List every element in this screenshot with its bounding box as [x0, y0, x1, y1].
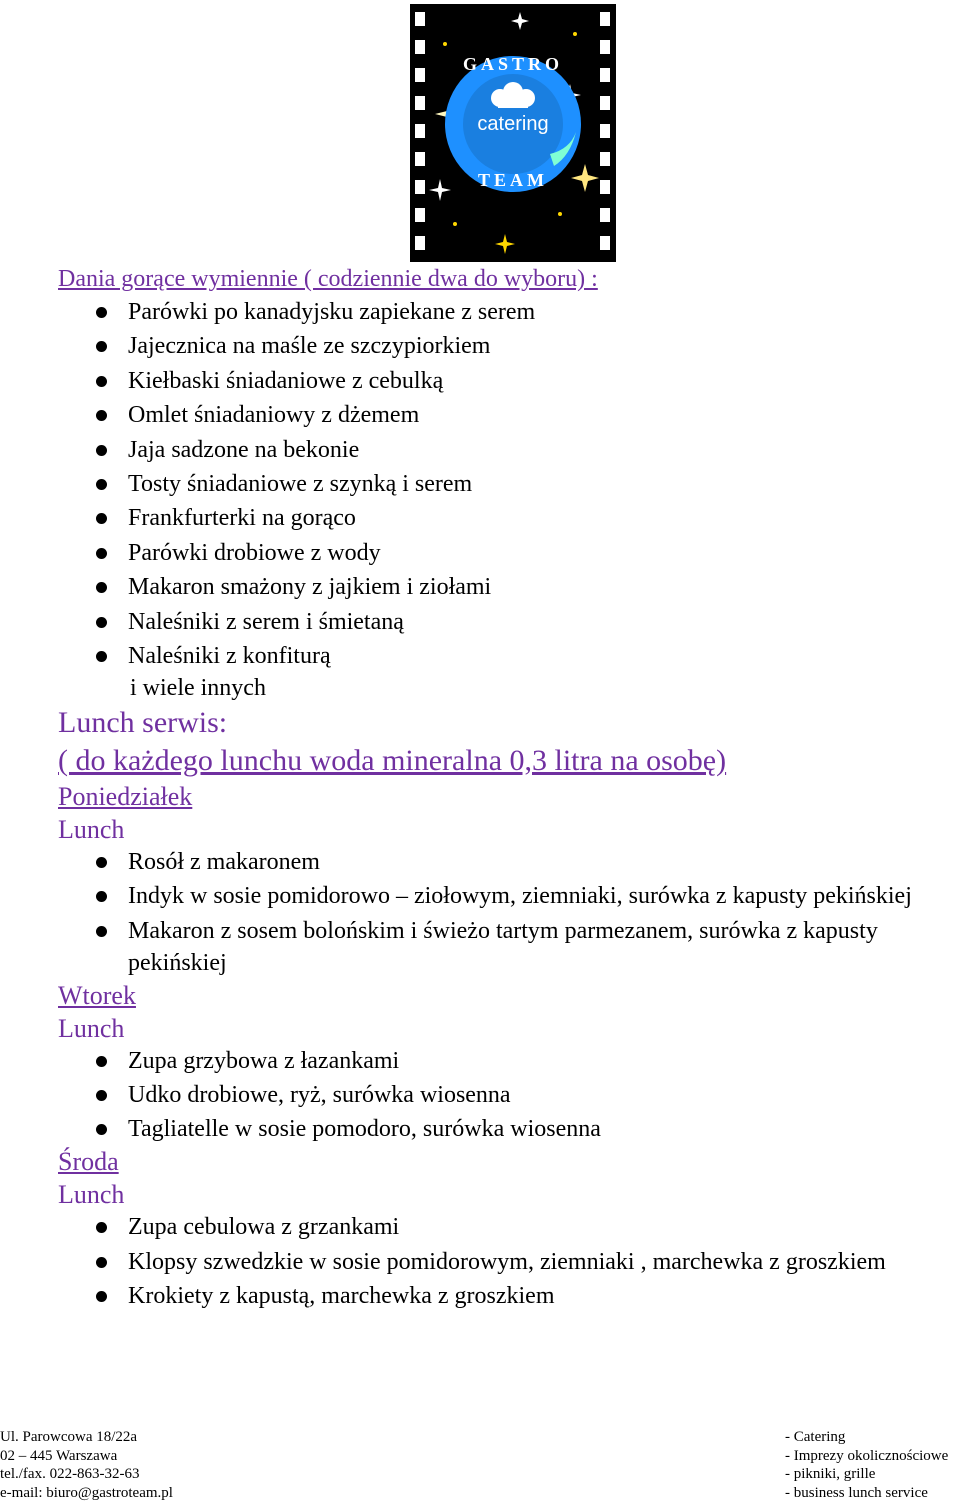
menu-item: [58, 468, 938, 500]
breakfast-heading: Dania gorące wymiennie ( codziennie dwa do wyboru) :: [58, 266, 598, 292]
menu-item-text: Udko drobiowe, ryż, surówka wiosenna: [128, 1082, 511, 1109]
bullet-icon: [96, 1257, 107, 1268]
menu-item-text: Zupa grzybowa z łazankami: [128, 1047, 400, 1074]
logo-top-text: GASTRO: [462, 54, 564, 74]
lunch-label: Lunch: [58, 1180, 125, 1210]
bullet-icon: [96, 513, 107, 524]
footer-city: 02 – 445 Warszawa: [0, 1447, 118, 1464]
menu-item: [58, 640, 938, 672]
menu-item: [58, 915, 938, 979]
footer: [0, 1428, 960, 1504]
menu-item: [58, 537, 938, 569]
menu-item-text: Parówki po kanadyjsku zapiekane z serem: [128, 299, 536, 325]
day-heading: Środa: [58, 1147, 119, 1177]
bullet-icon: [96, 651, 107, 662]
menu-item-text: Makaron z sosem bolońskim i świeżo tartym parmezanem, surówka z kapusty pekińskiej: [128, 917, 878, 976]
gastro-team-logo: [410, 4, 616, 262]
menu-item-text: Zupa cebulowa z grzankami: [128, 1214, 400, 1241]
menu-item-text: Rosół z makaronem: [128, 848, 320, 875]
footer-service-item: - Imprezy okolicznościowe: [785, 1447, 949, 1464]
bullet-icon: [96, 410, 107, 421]
bullet-icon: [96, 479, 107, 490]
menu-item: [58, 1246, 938, 1278]
footer-service-item: - pikniki, grille: [785, 1466, 876, 1482]
days-container: [58, 780, 938, 1312]
bullet-icon: [96, 376, 107, 387]
day-heading: Wtorek: [58, 980, 136, 1010]
menu-item-text: Indyk w sosie pomidorowo – ziołowym, ziemniaki, surówka z kapusty pekińskiej: [128, 883, 912, 910]
bullet-icon: [96, 1090, 107, 1101]
bullet-icon: [96, 1124, 107, 1135]
menu-item-text: Frankfurterki na gorąco: [128, 505, 356, 532]
bullet-icon: [96, 617, 107, 628]
lunch-label: Lunch: [58, 1013, 125, 1043]
footer-phone: tel./fax. 022-863-32-63: [0, 1466, 140, 1482]
menu-content: [58, 262, 938, 1312]
menu-item: [58, 1211, 938, 1243]
menu-item: [58, 330, 938, 362]
menu-item-text: Jajecznica na maśle ze szczypiorkiem: [128, 333, 491, 360]
menu-item-text: Tosty śniadaniowe z szynką i serem: [128, 470, 473, 497]
menu-item: [58, 1045, 938, 1077]
lunch-list: [58, 1211, 938, 1312]
footer-service-item: - Catering: [785, 1429, 846, 1445]
footer-service-item: - business lunch service: [785, 1484, 928, 1501]
menu-item: [58, 606, 938, 638]
menu-item: [58, 880, 938, 912]
menu-item: [58, 571, 938, 603]
menu-item-text: Kiełbaski śniadaniowe z cebulką: [128, 367, 444, 394]
footer-services: [785, 1428, 960, 1502]
menu-item-text: Jaja sadzone na bekonie: [128, 436, 360, 463]
menu-item-text: Makaron smażony z jajkiem i ziołami: [128, 574, 492, 601]
menu-item-text: Omlet śniadaniowy z dżemem: [128, 402, 420, 429]
menu-item-text: Parówki drobiowe z wody: [128, 539, 381, 566]
menu-item-text: Naleśniki z serem i śmietaną: [128, 608, 404, 635]
menu-item-text: Klopsy szwedzkie w sosie pomidorowym, ziemniaki , marchewka z groszkiem: [128, 1248, 886, 1275]
bullet-icon: [96, 307, 107, 318]
footer-address: Ul. Parowcowa 18/22a: [0, 1429, 138, 1445]
bullet-icon: [96, 548, 107, 559]
bullet-icon: [96, 857, 107, 868]
bullet-icon: [96, 1291, 107, 1302]
bullet-icon: [96, 891, 107, 902]
logo-center-text: catering: [477, 113, 549, 135]
bullet-icon: [96, 582, 107, 593]
footer-email: e-mail: biuro@gastroteam.pl: [0, 1484, 173, 1501]
menu-item: [58, 399, 938, 431]
bullet-icon: [96, 1222, 107, 1233]
bullet-icon: [96, 1056, 107, 1067]
menu-item: [58, 365, 938, 397]
menu-item: [58, 296, 938, 328]
bullet-icon: [96, 341, 107, 352]
menu-item: [58, 1280, 938, 1312]
lunch-list: [58, 1045, 938, 1146]
day-heading: Poniedziałek: [58, 781, 193, 811]
footer-contact: [0, 1428, 380, 1502]
lunch-service-note: ( do każdego lunchu woda mineralna 0,3 litra na osobę): [58, 743, 727, 777]
breakfast-extra: i wiele innych: [130, 674, 266, 701]
menu-item: [58, 434, 938, 466]
menu-item-text: Tagliatelle w sosie pomodoro, surówka wiosenna: [128, 1116, 601, 1143]
menu-item: [58, 1113, 938, 1145]
bullet-icon: [96, 926, 107, 937]
bullet-icon: [96, 445, 107, 456]
lunch-service-title: Lunch serwis:: [58, 705, 228, 739]
logo-bottom-text: TEAM: [478, 170, 548, 190]
lunch-label: Lunch: [58, 814, 125, 844]
menu-item-text: Naleśniki z konfiturą: [128, 642, 331, 669]
menu-item: [58, 502, 938, 534]
lunch-list: [58, 846, 938, 979]
menu-item-text: Krokiety z kapustą, marchewka z groszkiem: [128, 1283, 555, 1310]
menu-item: [58, 846, 938, 878]
menu-item: [58, 1079, 938, 1111]
breakfast-list: [58, 296, 938, 672]
